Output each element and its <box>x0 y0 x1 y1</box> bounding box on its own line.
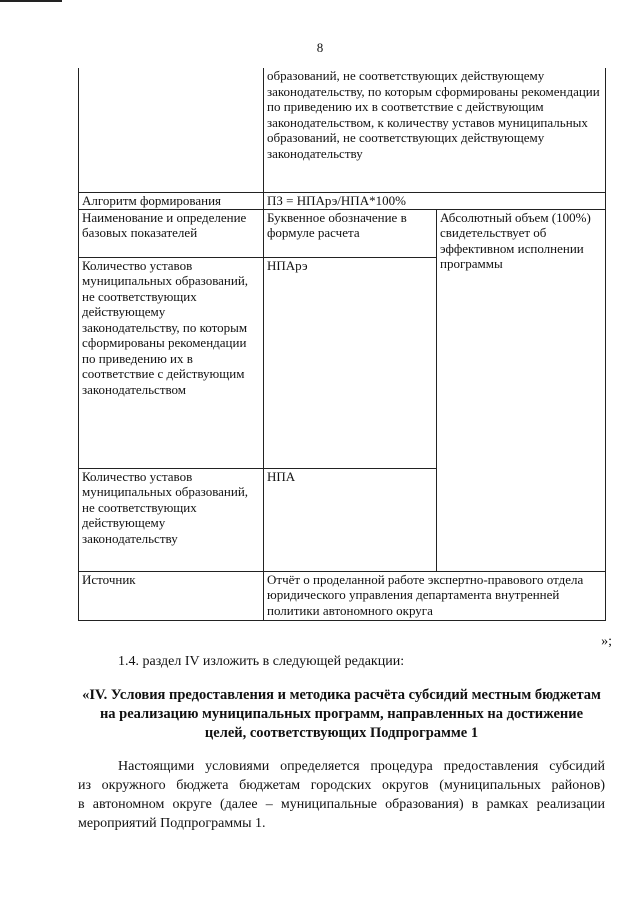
body-paragraph <box>78 757 605 833</box>
table-row-source <box>79 571 606 620</box>
continued-text-cell: образований, не соответствующих действующему законодательству, по которым сформированы рекомендации по приведению их в соответствие с действующим законодательством, к количеству уставов муниципальных образований, не соответствующих действующему законодательству <box>264 68 606 193</box>
paragraph-line: в автономном округе (далее – муниципальные образования) в рамках реализации <box>78 797 605 812</box>
paragraph-line: из окружного бюджета бюджетам городских округов (муниципальных районов) <box>78 778 605 793</box>
header-col2: Буквенное обозначение в формуле расчета <box>264 209 437 257</box>
closing-quote-mark: »; <box>601 634 612 649</box>
algorithm-label: Алгоритм формирования <box>79 193 264 210</box>
row-symbol: НПА <box>264 468 437 571</box>
header-col3: Абсолютный объем (100%) свидетельствует об эффективном исполнении программы <box>437 209 606 571</box>
table-row-continued <box>79 68 606 193</box>
section-heading: «IV. Условия предоставления и методика расчёта субсидий местным бюджетам на реализацию муниципальных программ, направленных на достижение целей, соответствующих Подпрограмме 1 <box>82 687 601 741</box>
top-border-mark <box>0 0 62 2</box>
row-symbol: НПАрэ <box>264 257 437 468</box>
paragraph-line: Настоящими условиями определяется процедура предоставления субсидий <box>118 759 605 774</box>
indicator-table <box>78 68 606 621</box>
page-number: 8 <box>316 40 324 55</box>
paragraph-line: мероприятий Подпрограммы 1. <box>78 816 266 831</box>
table-row-header <box>79 209 606 257</box>
amendment-item: 1.4. раздел IV изложить в следующей редакции: <box>118 654 405 669</box>
continued-empty-cell <box>79 68 264 193</box>
source-text: Отчёт о проделанной работе экспертно-правового отдела юридического управления департамента внутренней политики автономного округа <box>264 571 606 620</box>
row-name: Количество уставов муниципальных образований, не соответствующих действующему законодательству <box>79 468 264 571</box>
header-col1: Наименование и определение базовых показателей <box>79 209 264 257</box>
row-name: Количество уставов муниципальных образований, не соответствующих действующему законодательству, по которым сформированы рекомендации по приведению их в соответствие с действующим законодательством <box>79 257 264 468</box>
source-label: Источник <box>79 571 264 620</box>
table-row-algorithm <box>79 193 606 210</box>
algorithm-formula: ПЗ = НПАрэ/НПА*100% <box>264 193 606 210</box>
